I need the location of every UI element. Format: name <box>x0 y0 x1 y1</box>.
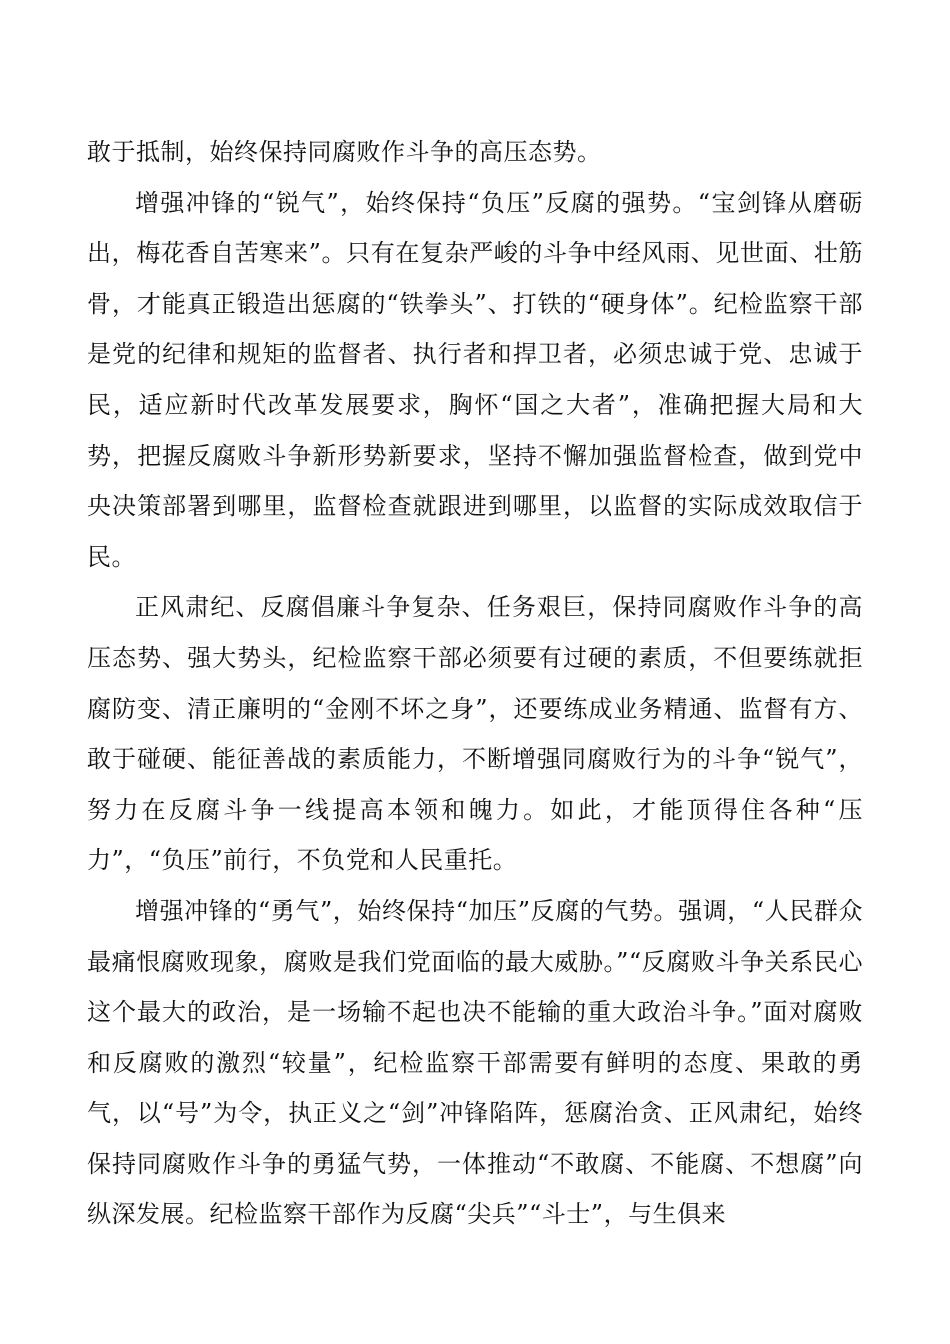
paragraph-courage: 增强冲锋的“勇气”，始终保持“加压”反腐的气势。强调，“人民群众最痛恨腐败现象，腐败是我们党面临的最大威胁。”“反腐败斗争关系民心这个最大的政治，是一场输不起也决不能输的重大政治斗争。”面对腐败和反腐败的激烈“较量”，纪检监察干部需要有鲜明的态度、果敢的勇气，以“号”为令，执正义之“剑”冲锋陷阵，惩腐治贪、正风肃纪，始终保持同腐败作斗争的勇猛气势，一体推动“不敢腐、不能腐、不想腐”向纵深发展。纪检监察干部作为反腐“尖兵”“斗士”，与生俱来 <box>87 896 863 1229</box>
paragraph-sharpness: 增强冲锋的“锐气”，始终保持“负压”反腐的强势。“宝剑锋从磨砺出，梅花香自苦寒来”。只有在复杂严峻的斗争中经风雨、见世面、壮筋骨，才能真正锻造出惩腐的“铁拳头”、打铁的“硬身体”。纪检监察干部是党的纪律和规矩的监督者、执行者和捍卫者，必须忠诚于党、忠诚于民，适应新时代改革发展要求，胸怀“国之大者”，准确把握大局和大势，把握反腐败斗争新形势新要求，坚持不懈加强监督检查，做到党中央决策部署到哪里，监督检查就跟进到哪里，以监督的实际成效取信于民。 <box>87 188 863 571</box>
paragraph-continuation: 敢于抵制，始终保持同腐败作斗争的高压态势。 <box>87 138 602 166</box>
paragraph-quality: 正风肃纪、反腐倡廉斗争复杂、任务艰巨，保持同腐败作斗争的高压态势、强大势头，纪检监察干部必须要有过硬的素质，不但要练就拒腐防变、清正廉明的“金刚不坏之身”，还要练成业务精通、监督有方、敢于碰硬、能征善战的素质能力，不断增强同腐败行为的斗争“锐气”，努力在反腐斗争一线提高本领和魄力。如此，才能顶得住各种“压力”，“负压”前行，不负党和人民重托。 <box>87 593 863 875</box>
document-body <box>87 127 863 1240</box>
